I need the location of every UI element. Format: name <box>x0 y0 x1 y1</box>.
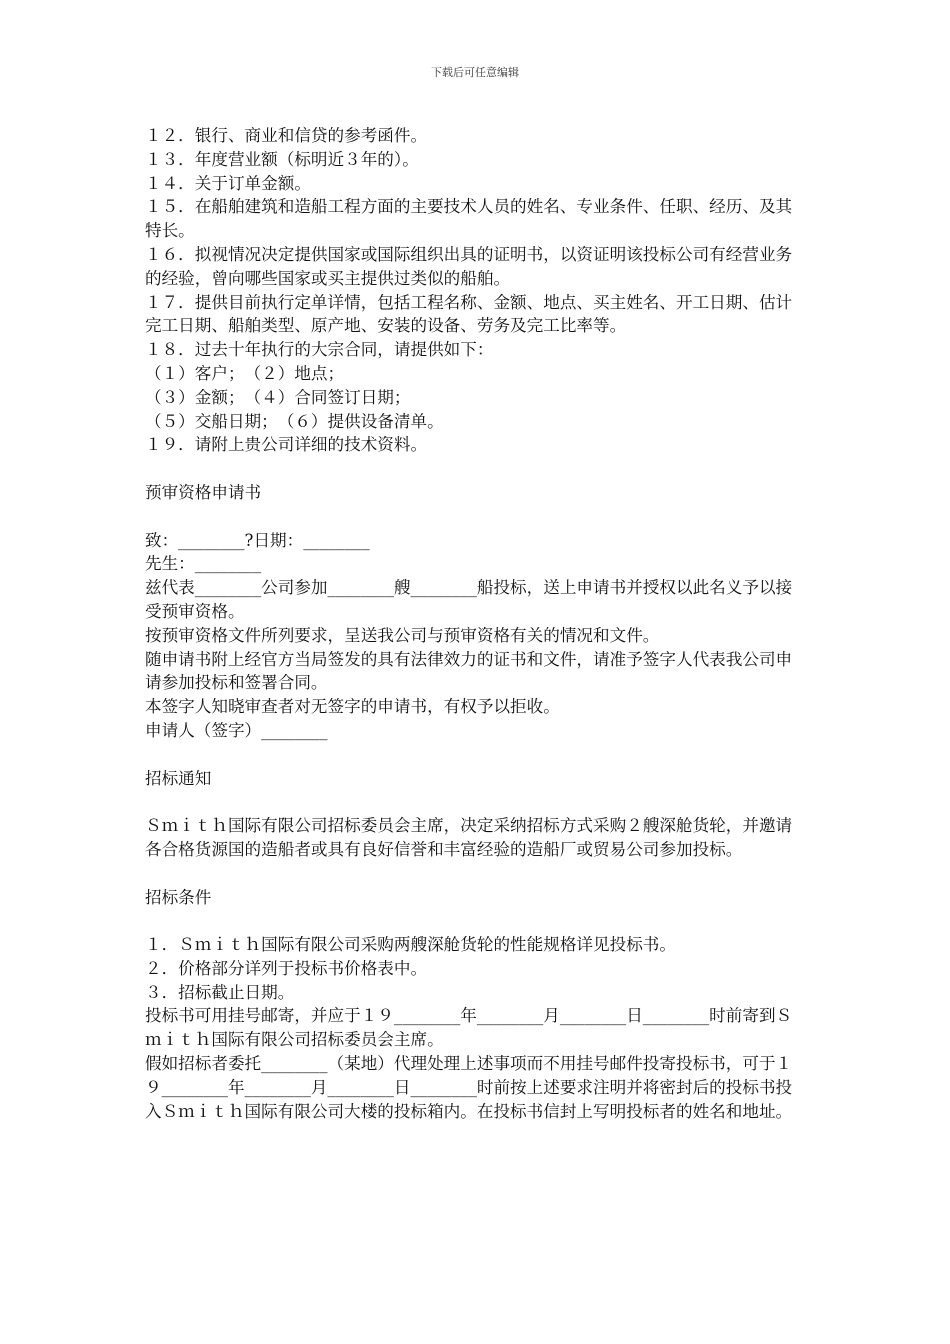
spacer <box>145 862 800 886</box>
letter-line: 兹代表________公司参加________艘________船投标，送上申请书并授权以此名义予以接受预审资格。 <box>145 578 793 621</box>
sub-list-item: （１）客户； （２）地点； <box>145 363 345 383</box>
list-item: １６．拟视情况决定提供国家或国际组织出具的证明书，以资证明该投标公司有经营业务的经验，曾向哪些国家或买主提供过类似的船舶。 <box>145 244 793 288</box>
list-item: １３．年度营业额（标明近３年的）。 <box>145 149 419 169</box>
requirements-list <box>145 124 800 457</box>
condition-paragraph: 投标书可用挂号邮寄，并应于１９________年________月________日________时前寄到Ｓｍｉｔｈ国际有限公司招标委员会主席。 <box>145 1006 793 1050</box>
letter-line: 先生：________ <box>145 554 262 574</box>
section-heading-notice: 招标通知 <box>145 768 212 788</box>
letter-line: 按预审资格文件所列要求，呈送我公司与预审资格有关的情况和文件。 <box>145 625 660 645</box>
list-item: １４．关于订单金额。 <box>145 173 311 193</box>
letter-line: 本签字人知晓审查者对无签字的申请书，有权予以拒收。 <box>145 697 560 717</box>
sub-list-item: （３）金额； （４）合同签订日期； <box>145 387 411 407</box>
letter-line: 致：________?日期：________ <box>145 530 370 550</box>
page-header: 下载后可任意编辑 <box>431 66 519 79</box>
sub-list-item: （５）交船日期； （６）提供设备清单。 <box>145 411 444 431</box>
list-item: １２．银行、商业和信贷的参考函件。 <box>145 126 428 145</box>
prequal-letter <box>145 529 800 743</box>
condition-paragraph: 假如招标者委托________（某地）代理处理上述事项而不用挂号邮件投寄投标书，可于１９________年________月________日________时前按上述要求注明并将密封后的投标书投入Ｓｍｉｔｈ国际有限公司大楼的投标箱内。在投标书信封上写明投标者的姓名和地址。 <box>145 1054 793 1121</box>
section-heading-prequal: 预审资格申请书 <box>145 482 262 502</box>
section-heading-conditions: 招标条件 <box>145 887 212 907</box>
spacer <box>145 790 800 814</box>
list-item: １８．过去十年执行的大宗合同，请提供如下： <box>145 340 494 360</box>
condition-item: １．Ｓｍｉｔｈ国际有限公司采购两艘深舱货轮的性能规格详见投标书。 <box>145 935 676 955</box>
list-item: １５．在船舶建筑和造船工程方面的主要技术人员的姓名、专业条件、任职、经历、及其特长。 <box>145 197 793 241</box>
document-body <box>145 124 800 1123</box>
spacer <box>145 909 800 933</box>
spacer <box>145 505 800 529</box>
list-item: １９．请附上贵公司详细的技术资料。 <box>145 435 428 455</box>
condition-item: ３．招标截止日期。 <box>145 982 295 1002</box>
notice-paragraph: Ｓｍｉｔｈ国际有限公司招标委员会主席，决定采纳招标方式采购２艘深舱货轮，并邀请各合格货源国的造船者或具有良好信誉和丰富经验的造船厂或贸易公司参加投标。 <box>145 816 793 859</box>
letter-line: 申请人（签字）________ <box>145 720 328 740</box>
list-item: １７．提供目前执行定单详情，包括工程名称、金额、地点、买主姓名、开工日期、估计完工日期、船舶类型、原产地、安装的设备、劳务及完工比率等。 <box>145 292 793 336</box>
letter-line: 随申请书附上经官方当局签发的具有法律效力的证书和文件，请准予签字人代表我公司申请参加投标和签署合同。 <box>145 649 793 693</box>
spacer <box>145 743 800 767</box>
conditions-list <box>145 933 800 1123</box>
spacer <box>145 457 800 481</box>
condition-item: ２．价格部分详列于投标书价格表中。 <box>145 958 428 978</box>
